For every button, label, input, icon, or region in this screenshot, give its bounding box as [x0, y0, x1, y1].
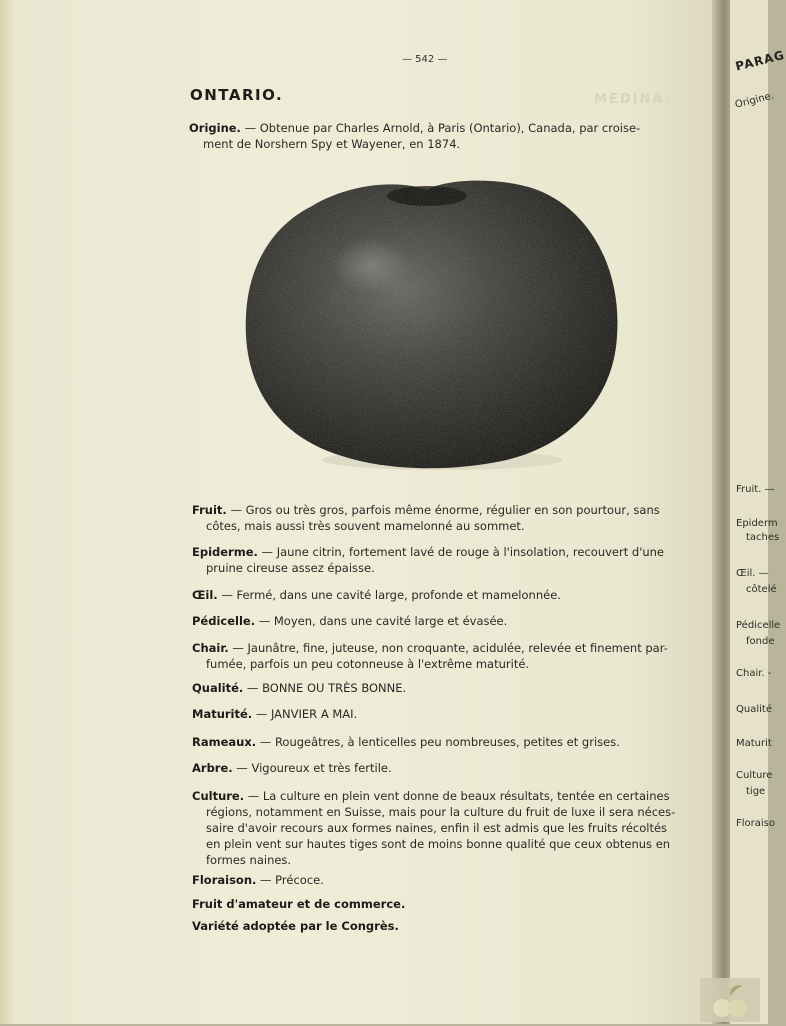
origine-text-continued: ment de Norshern Spy et Wayener, en 1874. — [203, 137, 461, 151]
bleed-through-heading: MEDINA. — [594, 92, 672, 107]
apple-illustration — [242, 176, 622, 476]
book-page — [14, 0, 726, 1024]
watermark-logo-icon — [700, 978, 760, 1022]
entry-culture — [192, 788, 677, 868]
entry-label: Fruit. — [192, 503, 227, 517]
facing-page-fragment: taches — [746, 532, 780, 543]
entry-pedicelle — [192, 613, 677, 629]
facing-page-fragment: Fruit. — — [736, 484, 775, 495]
entry-label: Floraison. — [192, 873, 257, 887]
entry-rameaux — [192, 734, 677, 750]
entry-epiderme — [192, 544, 677, 576]
entry-text: — Fermé, dans une cavité large, profonde et mamelonnée. — [217, 588, 561, 602]
apple-photo — [242, 176, 622, 476]
entry-label: Maturité. — [192, 707, 253, 721]
entry-text: — Jaune citrin, fortement lavé de rouge à l'insolation, recouvert d'une — [257, 545, 665, 559]
footer-line-amateur: Fruit d'amateur et de commerce. — [192, 897, 406, 911]
entry-text-continued: régions, notamment en Suisse, mais pour la culture du fruit de luxe il sera néces- — [206, 805, 676, 819]
entry-qualite — [192, 680, 677, 696]
entry-text-continued: fumée, parfois un peu cotonneuse à l'extrême maturité. — [206, 657, 530, 671]
entry-arbre — [192, 760, 677, 776]
entry-chair — [192, 640, 677, 672]
entry-text-continued: en plein vent sur hautes tiges sont de moins bonne qualité que ceux obtenus en — [206, 837, 671, 851]
entry-text: — Rougeâtres, à lenticelles peu nombreuses, petites et grises. — [256, 735, 620, 749]
entry-text-continued: côtes, mais aussi très souvent mamelonné au sommet. — [206, 519, 525, 533]
origine-paragraph — [189, 120, 679, 152]
facing-page-fragment: Floraiso — [736, 818, 775, 829]
origine-label: Origine. — [189, 121, 241, 135]
entry-text: — JANVIER A MAI. — [252, 707, 358, 721]
entry-label: Pédicelle. — [192, 614, 256, 628]
entry-text: — Précoce. — [256, 873, 324, 887]
facing-page-edge — [730, 0, 786, 1024]
entry-label: Chair. — [192, 641, 229, 655]
entry-text-continued: formes naines. — [206, 853, 292, 867]
entry-label: Culture. — [192, 789, 245, 803]
footer-line-congres: Variété adoptée par le Congrès. — [192, 919, 399, 933]
entry-label: Rameaux. — [192, 735, 257, 749]
facing-page-fragment: tige — [746, 786, 766, 797]
facing-page-fragment: Epiderm — [736, 518, 778, 529]
page-number: — 542 — — [402, 54, 448, 65]
facing-page-fragment: fonde — [746, 636, 775, 647]
facing-page-origine: Origine. — [734, 90, 776, 111]
origine-text: — Obtenue par Charles Arnold, à Paris (Ontario), Canada, par croise- — [240, 121, 641, 135]
entry-text: — Gros ou très gros, parfois même énorme, régulier en son pourtour, sans — [226, 503, 660, 517]
entry-text: — BONNE OU TRÈS BONNE. — [243, 681, 407, 695]
entry-label: Epiderme. — [192, 545, 258, 559]
entry-text-continued: pruine cireuse assez épaisse. — [206, 561, 375, 575]
entry-text: — Jaunâtre, fine, juteuse, non croquante, acidulée, relevée et finement par- — [228, 641, 668, 655]
entry-label: Œil. — [192, 588, 218, 602]
entry-text: — La culture en plein vent donne de beaux résultats, tentée en certaines — [244, 789, 670, 803]
entry-text-continued: saire d'avoir recours aux formes naines, enfin il est admis que les fruits récoltés — [206, 821, 668, 835]
entry-text: — Vigoureux et très fertile. — [232, 761, 392, 775]
facing-page-fragment: Maturit — [736, 738, 772, 749]
entry-maturite — [192, 706, 677, 722]
entry-label: Qualité. — [192, 681, 244, 695]
facing-page-fragment: Pédicelle — [736, 620, 781, 631]
entry-fruit — [192, 502, 677, 534]
facing-page-fragment: Culture — [736, 770, 773, 781]
entry-label: Arbre. — [192, 761, 233, 775]
facing-page-fragment: Chair. - — [736, 668, 772, 679]
facing-page-fragment: côtelé — [746, 584, 777, 595]
entry-floraison — [192, 872, 677, 888]
facing-page-fragment: Qualité — [736, 704, 772, 715]
entry-text: — Moyen, dans une cavité large et évasée. — [255, 614, 508, 628]
facing-page-fragment: Œil. — — [736, 568, 769, 579]
page-title: ONTARIO. — [190, 86, 284, 104]
facing-page-heading: PARAG — [734, 47, 786, 74]
entry-oeil — [192, 587, 677, 603]
